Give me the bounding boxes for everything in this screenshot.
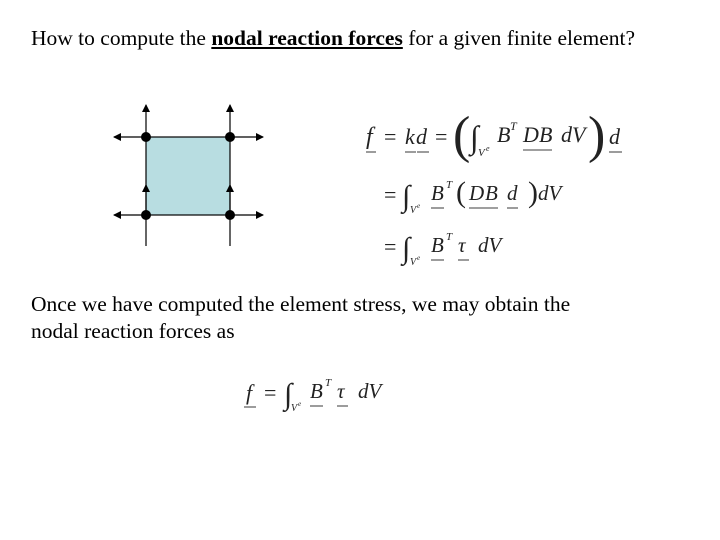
- node-dot: [141, 132, 151, 142]
- eq-symbol: T: [446, 179, 453, 191]
- eq-symbol: T: [510, 119, 517, 133]
- eq-symbol: =: [435, 124, 448, 149]
- eq-symbol: f: [246, 380, 253, 405]
- title-prefix: How to compute the: [31, 26, 212, 50]
- eq-symbol: =: [384, 234, 397, 259]
- eq-symbol: e: [298, 400, 302, 408]
- eq-symbol: dV: [561, 122, 586, 147]
- eq-symbol: dV: [358, 379, 382, 403]
- eq-symbol: ): [528, 176, 538, 209]
- eq-symbol: d: [507, 181, 518, 205]
- node-dot: [141, 210, 151, 220]
- eq-symbol: f: [366, 124, 373, 150]
- node-top-right: [225, 105, 263, 142]
- equation-4: [240, 370, 400, 420]
- eq-symbol: V: [478, 147, 485, 159]
- eq-symbol: k: [405, 124, 415, 149]
- eq-symbol: V: [410, 257, 417, 268]
- node-bottom-right: [225, 185, 263, 246]
- eq-symbol: B: [310, 379, 323, 403]
- eq-symbol: =: [264, 380, 277, 405]
- eq-symbol: T: [325, 377, 332, 389]
- element-diagram: [105, 96, 285, 256]
- title-suffix: for a given finite element?: [402, 26, 636, 50]
- body-paragraph: [31, 291, 691, 345]
- node-bottom-left: [114, 185, 151, 246]
- eq-symbol: dV: [538, 181, 562, 205]
- node-dot: [225, 210, 235, 220]
- slide-title: [31, 26, 711, 51]
- eq-symbol: e: [486, 144, 490, 153]
- eq-symbol: d: [609, 124, 620, 149]
- eq-symbol: V: [410, 205, 417, 216]
- eq-symbol: dV: [478, 233, 502, 257]
- eq-symbol: ∫: [284, 378, 293, 411]
- eq-symbol: τ: [458, 233, 466, 257]
- eq-symbol: V: [291, 403, 298, 414]
- eq-symbol: B: [485, 181, 498, 205]
- eq-symbol: B: [539, 122, 553, 147]
- eq-symbol: T: [446, 231, 453, 243]
- eq-symbol: ): [588, 107, 606, 164]
- body-line-2: nodal reaction forces as: [31, 319, 235, 343]
- element-square: [146, 137, 230, 215]
- eq-symbol: d: [416, 124, 427, 149]
- eq-symbol: e: [417, 254, 421, 262]
- equation-3: [380, 224, 530, 274]
- eq-symbol: e: [417, 202, 421, 210]
- eq-symbol: (: [456, 176, 466, 209]
- body-line-1: Once we have computed the element stress, we may obtain the: [31, 292, 571, 316]
- eq-symbol: =: [384, 182, 397, 207]
- node-top-left: [114, 105, 151, 142]
- eq-symbol: ∫: [402, 180, 411, 213]
- equation-1: [360, 104, 640, 166]
- eq-symbol: B: [497, 122, 511, 147]
- eq-symbol: B: [431, 233, 444, 257]
- eq-symbol: =: [384, 124, 397, 149]
- eq-symbol: τ: [337, 379, 345, 403]
- eq-symbol: D: [523, 122, 539, 147]
- eq-symbol: ∫: [470, 119, 479, 155]
- eq-symbol: (: [453, 107, 471, 164]
- eq-symbol: B: [431, 181, 444, 205]
- eq-symbol: ∫: [402, 232, 411, 265]
- title-emphasis: nodal reaction forces: [211, 26, 403, 50]
- equation-2: [380, 170, 580, 222]
- eq-symbol: D: [469, 181, 485, 205]
- node-dot: [225, 132, 235, 142]
